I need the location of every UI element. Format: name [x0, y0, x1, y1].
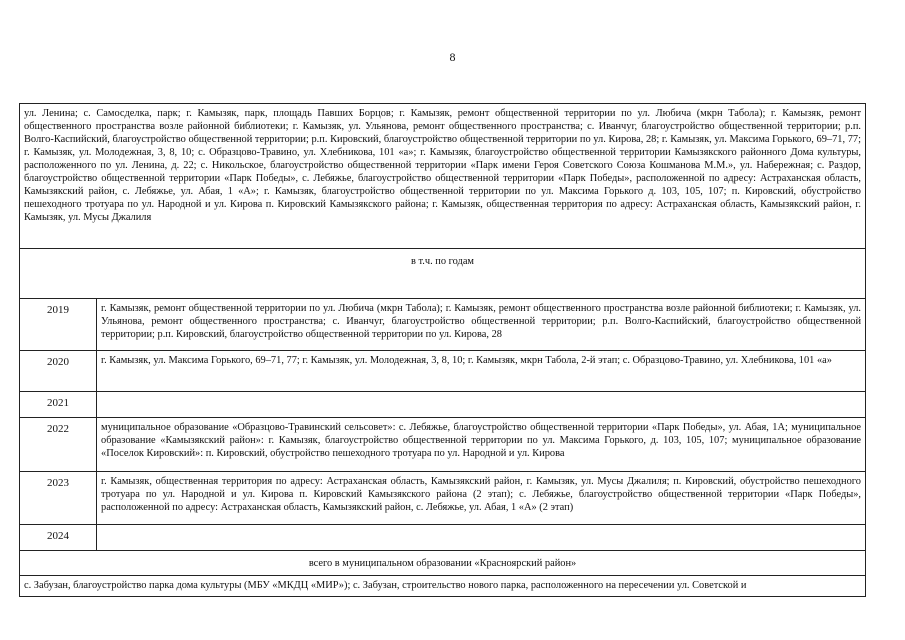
year-text-cell: г. Камызяк, ул. Максима Горького, 69–71, 77; г. Камызяк, ул. Молодежная, 3, 8, 10; г. Камызяк, мкрн Табола, 2-й этап; с. Образцово-Травино, ул. Хлебникова, 101 «а» [97, 351, 866, 392]
intro-cell: ул. Ленина; с. Самосделка, парк; г. Камызяк, парк, площадь Павших Борцов; г. Камызяк, ремонт общественной территории по ул. Любича (мкрн Табола); г. Камызяк, ремонт общественного пространства возле районной библиотеки; г. Камызяк, ул. Ульянова, ремонт общественного пространства; с. Иванчуг, благоустройство общественной территории; р.п. Волго-Каспийский, благоустройство общественной территории; р.п. Кировский, благоустройство общественной территории по ул. Кирова, 28; г. Камызяк, ул. Максима Горького, 69–71, 77; г. Камызяк, ул. Молодежная, 3, 8, 10; с. Образцово-Травино, ул. Хлебникова, 101 «а»; г. Камызяк, благоустройство общественной территории Камызякского районного Дома культуры, расположенного по ул. Ленина, д. 22; с. Никольское, благоустройство общественной территории «Парк имени Героя Советского Союза Кошманова М.М.», ул. Набережная; с. Раздор, благоустройство общественной территории «Парк Победы», с. Лебяжье, благоустройство общественной территории «Парк Победы», расположенной по адресу: Астраханская область, Камызякский район, с. Лебяжье, ул. Абая, 1 «А»; г. Камызяк, благоустройство общественной территории по ул. Максима Горького д. 103, 105, 107; п. Кировский, обустройство пешеходного тротуара по ул. Народной и ул. Кирова п. Кировский Камызякского района; г. Камызяк, общественная территория по адресу: Астраханская область, Камызякский район, г. Камызяк, ул. Мусы Джалиля [20, 104, 866, 249]
page-number: 8 [449, 50, 456, 64]
last-row-cell: с. Забузан, благоустройство парка дома культуры (МБУ «МКДЦ «МИР»); с. Забузан, строительство нового парка, расположенного на пересечении ул. Советской и [20, 576, 866, 597]
total-heading: всего в муниципальном образовании «Красноярский район» [20, 551, 866, 576]
by-years-heading: в т.ч. по годам [20, 249, 866, 299]
table-row [20, 551, 866, 576]
year-cell: 2022 [20, 418, 97, 472]
year-cell: 2019 [20, 299, 97, 351]
table-row [20, 576, 866, 597]
year-text-cell: г. Камызяк, ремонт общественной территории по ул. Любича (мкрн Табола); г. Камызяк, ремонт общественного пространства возле районной библиотеки; г. Камызяк, ул. Ульянова, ремонт общественного пространства; с. Иванчуг, благоустройство общественной территории; р.п. Волго-Каспийский, благоустройство общественной территории; р.п. Кировский, благоустройство общественной территории по ул. Кирова, 28 [97, 299, 866, 351]
table-row [20, 392, 866, 418]
year-cell: 2023 [20, 472, 97, 525]
document-table [19, 103, 866, 597]
year-text-cell: муниципальное образование «Образцово-Травинский сельсовет»: с. Лебяжье, благоустройство общественной территории «Парк Победы», ул. Абая, 1А; муниципальное образование «Камызякский район»: г. Камызяк, благоустройство общественной территории по ул. Максима Горького, д. 103, 105, 107; муниципальное образование «Поселок Кировский»: п. Кировский, обустройство пешеходного тротуара по ул. Народной и ул. Кирова [97, 418, 866, 472]
year-cell: 2021 [20, 392, 97, 418]
year-text-cell [97, 525, 866, 551]
table-row [20, 351, 866, 392]
table-row [20, 525, 866, 551]
table-row [20, 104, 866, 249]
year-cell: 2024 [20, 525, 97, 551]
year-cell: 2020 [20, 351, 97, 392]
table-row [20, 299, 866, 351]
year-text-cell: г. Камызяк, общественная территория по адресу: Астраханская область, Камызякский район, г. Камызяк, ул. Мусы Джалиля; п. Кировский, обустройство пешеходного тротуара по ул. Народной и ул. Кирова п. Кировский Камызякского района (2 этап); с. Лебяжье, благоустройство общественной территории «Парк Победы», расположенной по адресу: Астраханская область, Камызякский район, с. Лебяжье, ул. Абая, 1 «А» (2 этап) [97, 472, 866, 525]
table-row [20, 418, 866, 472]
year-text-cell [97, 392, 866, 418]
table-row [20, 472, 866, 525]
table-row [20, 249, 866, 299]
